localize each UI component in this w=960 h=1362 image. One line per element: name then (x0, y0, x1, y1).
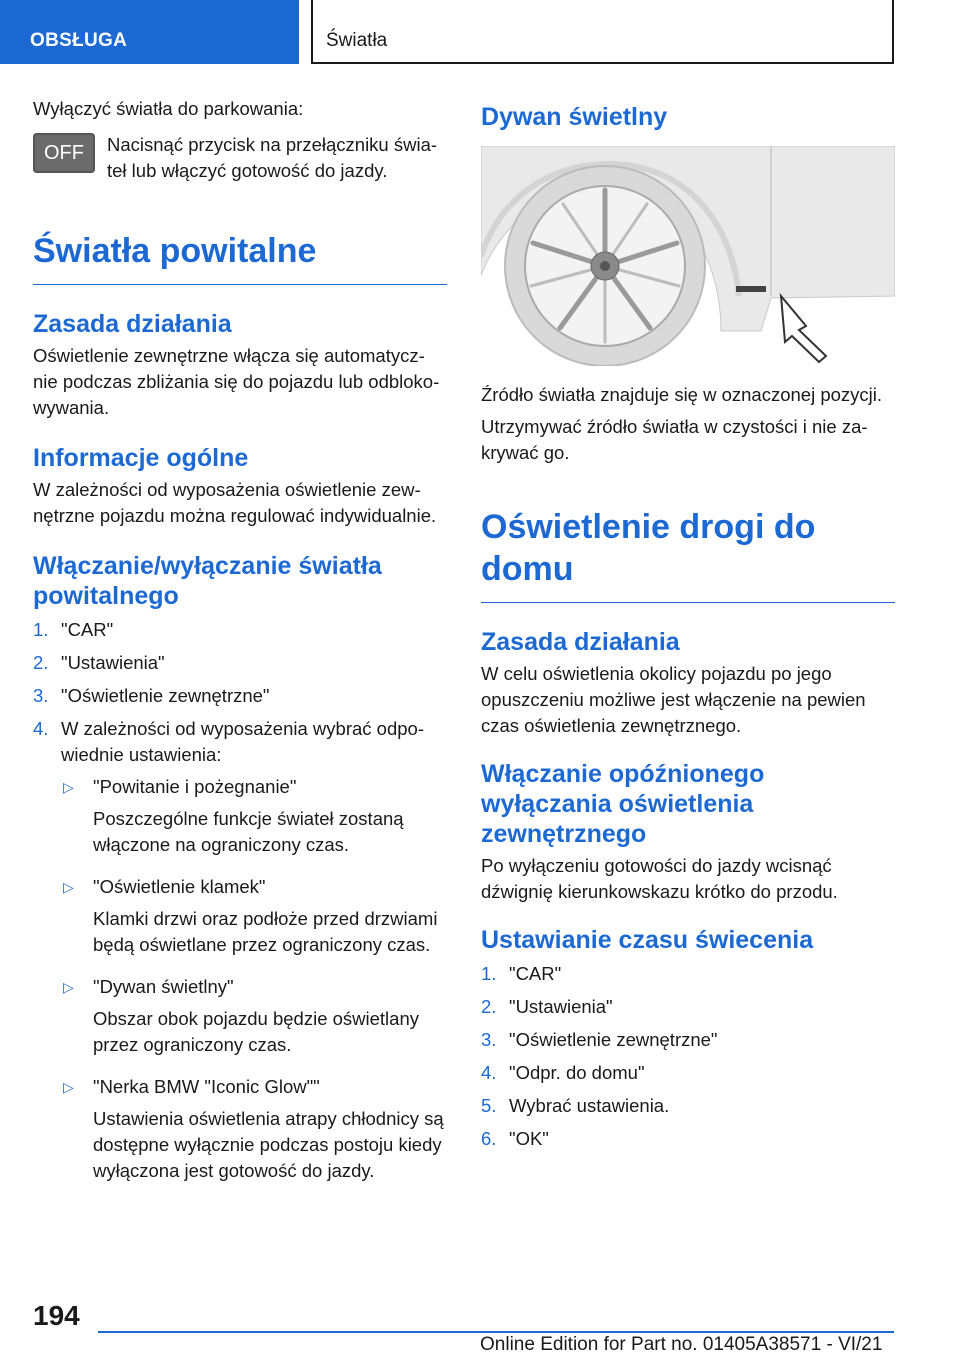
option-name: "Dywan świetlny" (93, 976, 234, 997)
list-item (481, 994, 895, 1020)
step-number: 1. (481, 963, 497, 984)
general-info-text: W zależności od wyposażenia oświetlenie zew- nętrzne pojazdu można regulować indywidualnie. (33, 479, 437, 526)
off-button-icon: OFF (33, 133, 95, 173)
step-number: 3. (33, 685, 49, 706)
car-wheel-illustration (481, 146, 895, 366)
triangle-bullet-icon: ▷ (63, 879, 74, 895)
option-name: "Oświetlenie klamek" (93, 876, 266, 897)
page-number: 194 (33, 1300, 80, 1331)
principle-heading: Zasada działania (33, 310, 232, 338)
edition-text: Online Edition for Part no. 01405A38571 - VI/21 (480, 1334, 883, 1355)
step-text: "Ustawienia" (509, 996, 613, 1017)
step-number: 3. (481, 1029, 497, 1050)
option-name: "Nerka BMW "Iconic Glow"" (93, 1076, 320, 1097)
section-heading-welcome-lights: Światła powitalne (33, 230, 447, 285)
step-number: 4. (33, 718, 49, 739)
option-desc: Klamki drzwi oraz podłoże przed drzwiami będą oświetlane przez ograniczony czas. (93, 908, 438, 955)
option-item (61, 974, 447, 1064)
list-item (481, 1027, 895, 1053)
option-desc: Obszar obok pojazdu będzie oświetlany przez ograniczony czas. (93, 1008, 419, 1055)
step-text: "Ustawienia" (61, 652, 165, 673)
right-column (481, 102, 895, 1159)
list-item (481, 961, 895, 987)
carpet-heading: Dywan świetlny (481, 103, 668, 131)
step-number: 6. (481, 1128, 497, 1149)
step-number: 2. (33, 652, 49, 673)
general-info-heading: Informacje ogólne (33, 444, 249, 472)
delay-heading: Włączanie opóźnionego wyłączania oświetlenia zewnętrznego (481, 760, 765, 848)
page-header-title: Światła (311, 0, 894, 64)
triangle-bullet-icon: ▷ (63, 1079, 74, 1095)
step-text: "CAR" (509, 963, 562, 984)
time-heading: Ustawianie czasu świecenia (481, 926, 814, 954)
list-item (33, 683, 447, 709)
carpet-text-2: Utrzymywać źródło światła w czystości i nie za- krywać go. (481, 416, 868, 463)
step-text: "OK" (509, 1128, 549, 1149)
list-item (481, 1093, 895, 1119)
step-text: "Oświetlenie zewnętrzne" (61, 685, 270, 706)
step-number: 1. (33, 619, 49, 640)
step-number: 4. (481, 1062, 497, 1083)
time-steps-list (481, 961, 895, 1152)
step-number: 5. (481, 1095, 497, 1116)
list-item (33, 650, 447, 676)
carpet-text-1: Źródło światła znajduje się w oznaczonej pozycji. (481, 384, 883, 405)
step-text: W zależności od wyposażenia wybrać odpo- wiednie ustawienia: (61, 718, 424, 765)
triangle-bullet-icon: ▷ (63, 979, 74, 995)
triangle-bullet-icon: ▷ (63, 779, 74, 795)
delay-text: Po wyłączeniu gotowości do jazdy wcisnąć dźwignię kierunkowskazu krótko do przodu. (481, 855, 838, 902)
step-text: "Oświetlenie zewnętrzne" (509, 1029, 718, 1050)
principle-text: Oświetlenie zewnętrzne włącza się automatycz- nie podczas zbliżania się do pojazdu lub odbloko- wywania. (33, 345, 440, 418)
option-item (61, 1074, 447, 1190)
list-item (33, 617, 447, 643)
option-item (61, 774, 447, 864)
option-desc: Ustawienia oświetlenia atrapy chłodnicy są dostępne wyłącznie podczas postoju kiedy wyłączona jest gotowość do jazdy. (93, 1108, 444, 1181)
list-item (481, 1060, 895, 1086)
section-tab[interactable]: OBSŁUGA (0, 0, 299, 64)
left-column (33, 96, 447, 1207)
parking-intro: Wyłączyć światła do parkowania: (33, 98, 304, 119)
options-list (61, 774, 447, 1190)
list-item (481, 1126, 895, 1152)
option-item (61, 874, 447, 964)
option-desc: Poszczególne funkcje świateł zostaną włączone na ograniczony czas. (93, 808, 404, 855)
welcome-steps-list (33, 617, 447, 1200)
list-item (33, 716, 447, 1200)
step-number: 2. (481, 996, 497, 1017)
footer-divider (98, 1331, 894, 1333)
step-text: "CAR" (61, 619, 114, 640)
principle-heading: Zasada działania (481, 628, 680, 656)
step-text: "Odpr. do domu" (509, 1062, 645, 1083)
step-text: Wybrać ustawienia. (509, 1095, 670, 1116)
option-name: "Powitanie i pożegnanie" (93, 776, 297, 797)
switch-heading: Włączanie/wyłączanie światła powitalnego (33, 552, 382, 610)
off-instruction (33, 132, 447, 184)
principle-text: W celu oświetlenia okolicy pojazdu po jego opuszczeniu możliwe jest włączenie na pewien czas oświetlenia zewnętrznego. (481, 663, 866, 736)
section-heading-follow-me-home: Oświetlenie drogi do domu (481, 506, 895, 603)
off-text: Nacisnąć przycisk na przełączniku świa- teł lub włączyć gotowość do jazdy. (107, 134, 438, 181)
